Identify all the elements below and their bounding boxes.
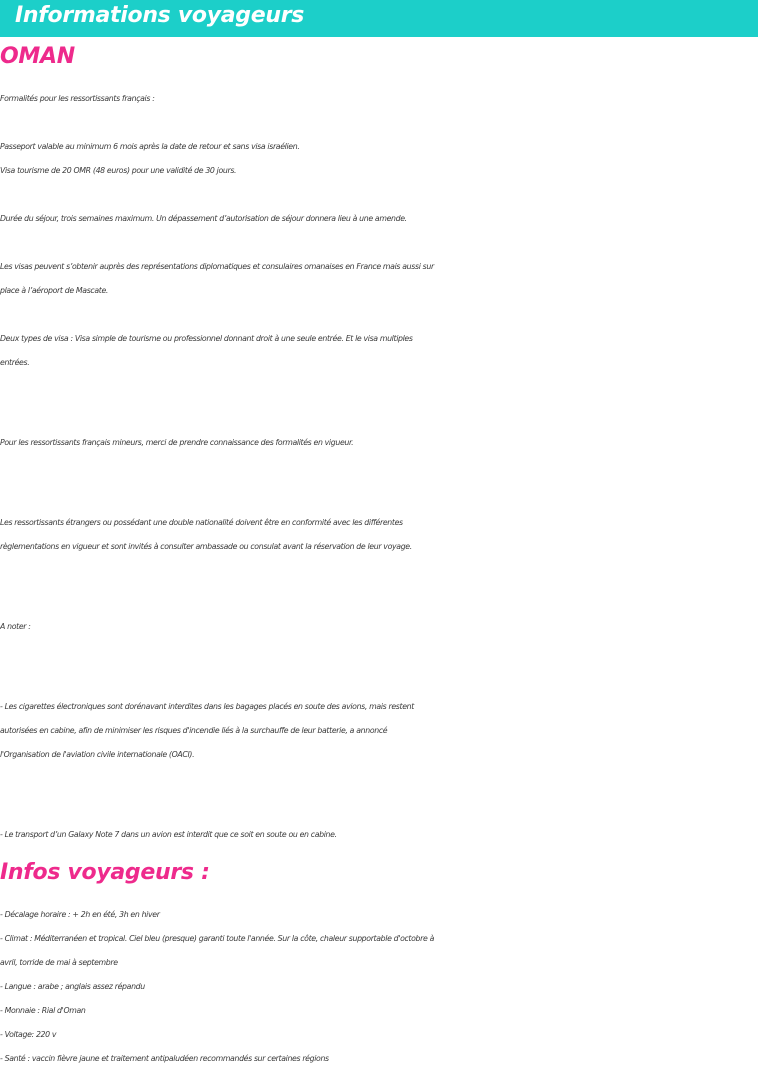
info-currency: - Monnaie : Rial d'Oman <box>0 1006 86 1015</box>
stay-duration: Durée du séjour, trois semaines maximum. Un dépassement d’autorisation de séjour donnera lieu à une amende. <box>0 214 407 223</box>
formalities-intro: Formalités pour les ressortissants français : <box>0 94 155 103</box>
galaxy-notice: - Le transport d’un Galaxy Note 7 dans un avion est interdit que ce soit en soute ou en cabine. <box>0 830 337 839</box>
info-timezone: - Décalage horaire : + 2h en été, 3h en hiver <box>0 910 160 919</box>
visa-obtain-line-2: place à l’aéroport de Mascate. <box>0 286 109 295</box>
passport-requirement: Passeport valable au minimum 6 mois après la date de retour et sans visa israélien. <box>0 142 300 151</box>
info-climate-line-2: avril, torride de mai à septembre <box>0 958 118 967</box>
info-climate-line-1: - Climat : Méditerranéen et tropical. Ciel bleu (presque) garanti toute l'année. Sur la côte, chaleur supportable d'octobre à <box>0 934 435 943</box>
ecig-notice-line-3: l'Organisation de l'aviation civile internationale (OACI). <box>0 750 195 759</box>
country-heading: OMAN <box>0 44 75 69</box>
note-label: A noter : <box>0 622 31 631</box>
visa-types-line-2: entrées. <box>0 358 30 367</box>
info-voltage: - Voltage: 220 v <box>0 1030 57 1039</box>
infos-heading: Infos voyageurs : <box>0 860 210 885</box>
ecig-notice-line-2: autorisées en cabine, afin de minimiser les risques d'incendie liés à la surchauffe de leur batterie, a annoncé <box>0 726 388 735</box>
minors-notice: Pour les ressortissants français mineurs, merci de prendre connaissance des formalités en vigueur. <box>0 438 354 447</box>
foreigners-notice-line-2: règlementations en vigueur et sont invités à consulter ambassade ou consulat avant la réservation de leur voyage. <box>0 542 412 551</box>
info-health: - Santé : vaccin fièvre jaune et traitement antipaludéen recommandés sur certaines régions <box>0 1054 329 1063</box>
foreigners-notice-line-1: Les ressortissants étrangers ou possédant une double nationalité doivent être en conformité avec les différentes <box>0 518 403 527</box>
header-banner <box>0 0 758 37</box>
info-language: - Langue : arabe ; anglais assez répandu <box>0 982 145 991</box>
visa-types-line-1: Deux types de visa : Visa simple de tourisme ou professionnel donnant droit à une seule entrée. Et le visa multiples <box>0 334 413 343</box>
banner-title: Informations voyageurs <box>15 3 305 28</box>
ecig-notice-line-1: - Les cigarettes électroniques sont dorénavant interdites dans les bagages placés en soute des avions, mais restent <box>0 702 414 711</box>
visa-obtain-line-1: Les visas peuvent s’obtenir auprès des représentations diplomatiques et consulaires omanaises en France mais aussi sur <box>0 262 434 271</box>
visa-fee: Visa tourisme de 20 OMR (48 euros) pour une validité de 30 jours. <box>0 166 237 175</box>
